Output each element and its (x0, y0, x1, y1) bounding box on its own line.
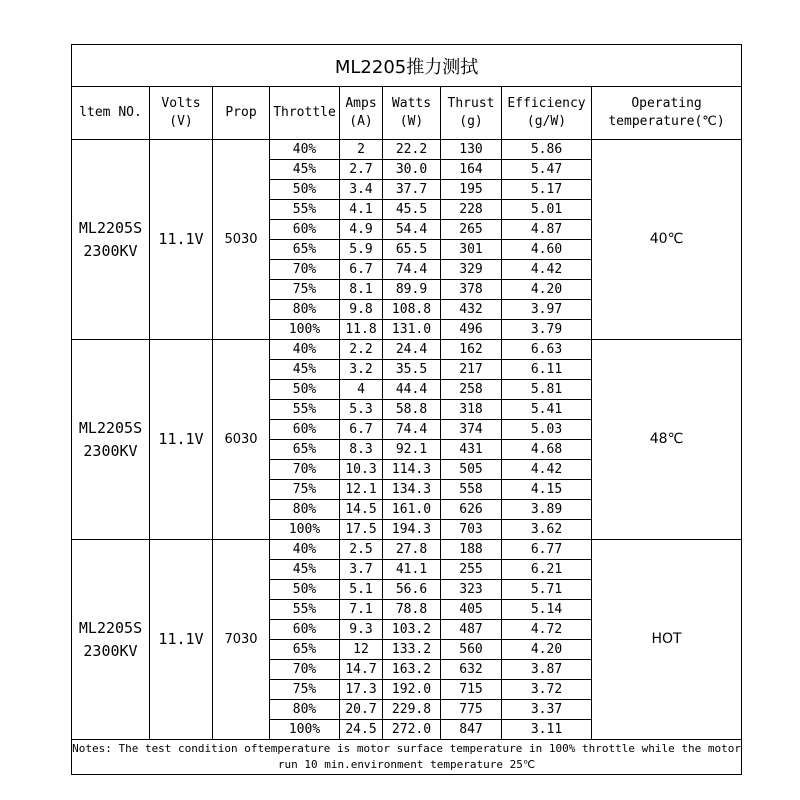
amps-cell: 8.3 (340, 440, 383, 460)
throttle-cell: 80% (270, 300, 340, 320)
efficiency-cell: 3.11 (502, 720, 592, 740)
watts-cell: 56.6 (383, 580, 441, 600)
throttle-cell: 80% (270, 500, 340, 520)
volts-cell: 11.1V (150, 340, 213, 540)
thrust-cell: 558 (441, 480, 502, 500)
watts-cell: 24.4 (383, 340, 441, 360)
amps-cell: 4.9 (340, 220, 383, 240)
thrust-cell: 217 (441, 360, 502, 380)
watts-cell: 37.7 (383, 180, 441, 200)
throttle-cell: 70% (270, 660, 340, 680)
amps-cell: 6.7 (340, 420, 383, 440)
efficiency-cell: 3.62 (502, 520, 592, 540)
watts-cell: 194.3 (383, 520, 441, 540)
amps-cell: 3.2 (340, 360, 383, 380)
thrust-cell: 329 (441, 260, 502, 280)
watts-cell: 30.0 (383, 160, 441, 180)
efficiency-cell: 4.60 (502, 240, 592, 260)
amps-cell: 9.3 (340, 620, 383, 640)
efficiency-cell: 5.41 (502, 400, 592, 420)
thrust-cell: 188 (441, 540, 502, 560)
amps-cell: 12.1 (340, 480, 383, 500)
efficiency-cell: 3.87 (502, 660, 592, 680)
thrust-cell: 432 (441, 300, 502, 320)
amps-cell: 10.3 (340, 460, 383, 480)
throttle-cell: 45% (270, 360, 340, 380)
thrust-cell: 195 (441, 180, 502, 200)
efficiency-cell: 6.21 (502, 560, 592, 580)
throttle-cell: 40% (270, 540, 340, 560)
thrust-cell: 632 (441, 660, 502, 680)
amps-cell: 5.1 (340, 580, 383, 600)
throttle-cell: 70% (270, 460, 340, 480)
thrust-cell: 775 (441, 700, 502, 720)
throttle-cell: 75% (270, 480, 340, 500)
efficiency-cell: 4.42 (502, 260, 592, 280)
thrust-cell: 130 (441, 140, 502, 160)
watts-cell: 133.2 (383, 640, 441, 660)
watts-cell: 65.5 (383, 240, 441, 260)
efficiency-cell: 5.01 (502, 200, 592, 220)
efficiency-cell: 5.17 (502, 180, 592, 200)
efficiency-cell: 3.37 (502, 700, 592, 720)
thrust-cell: 378 (441, 280, 502, 300)
prop-cell: 7030 (213, 540, 270, 740)
watts-cell: 74.4 (383, 420, 441, 440)
watts-cell: 44.4 (383, 380, 441, 400)
amps-cell: 2 (340, 140, 383, 160)
efficiency-cell: 6.77 (502, 540, 592, 560)
thrust-cell: 255 (441, 560, 502, 580)
header-watts: Watts (W) (383, 87, 441, 140)
header-amps: Amps (A) (340, 87, 383, 140)
thrust-cell: 301 (441, 240, 502, 260)
thrust-cell: 258 (441, 380, 502, 400)
efficiency-cell: 3.97 (502, 300, 592, 320)
thrust-cell: 703 (441, 520, 502, 540)
efficiency-cell: 4.72 (502, 620, 592, 640)
prop-cell: 5030 (213, 140, 270, 340)
throttle-cell: 45% (270, 560, 340, 580)
watts-cell: 35.5 (383, 360, 441, 380)
throttle-cell: 40% (270, 340, 340, 360)
watts-cell: 163.2 (383, 660, 441, 680)
thrust-cell: 626 (441, 500, 502, 520)
throttle-cell: 50% (270, 380, 340, 400)
watts-cell: 92.1 (383, 440, 441, 460)
watts-cell: 131.0 (383, 320, 441, 340)
efficiency-cell: 3.89 (502, 500, 592, 520)
efficiency-cell: 5.47 (502, 160, 592, 180)
table-row (72, 340, 742, 360)
header-throttle: Throttle (270, 87, 340, 140)
amps-cell: 5.9 (340, 240, 383, 260)
thrust-cell: 487 (441, 620, 502, 640)
efficiency-cell: 4.15 (502, 480, 592, 500)
amps-cell: 9.8 (340, 300, 383, 320)
header-volts: Volts (V) (150, 87, 213, 140)
throttle-cell: 80% (270, 700, 340, 720)
throttle-cell: 50% (270, 580, 340, 600)
thrust-cell: 162 (441, 340, 502, 360)
efficiency-cell: 4.20 (502, 640, 592, 660)
table-row (72, 540, 742, 560)
throttle-cell: 60% (270, 620, 340, 640)
thrust-cell: 505 (441, 460, 502, 480)
watts-cell: 192.0 (383, 680, 441, 700)
watts-cell: 114.3 (383, 460, 441, 480)
item-no-cell: ML2205S 2300KV (72, 340, 150, 540)
amps-cell: 3.4 (340, 180, 383, 200)
efficiency-cell: 3.72 (502, 680, 592, 700)
watts-cell: 229.8 (383, 700, 441, 720)
watts-cell: 89.9 (383, 280, 441, 300)
item-no-cell: ML2205S 2300KV (72, 540, 150, 740)
thrust-cell: 560 (441, 640, 502, 660)
efficiency-cell: 5.14 (502, 600, 592, 620)
thrust-cell: 431 (441, 440, 502, 460)
watts-cell: 74.4 (383, 260, 441, 280)
amps-cell: 12 (340, 640, 383, 660)
efficiency-cell: 5.03 (502, 420, 592, 440)
table-notes: Notes: The test condition oftemperature is motor surface temperature in 100% throttle while the motor run 10 min.environment temperature 25℃ (72, 740, 742, 775)
throttle-cell: 65% (270, 640, 340, 660)
thrust-test-table (71, 44, 742, 775)
operating-temperature-cell: HOT (592, 540, 742, 740)
amps-cell: 6.7 (340, 260, 383, 280)
thrust-cell: 405 (441, 600, 502, 620)
header-prop: Prop (213, 87, 270, 140)
watts-cell: 27.8 (383, 540, 441, 560)
amps-cell: 2.7 (340, 160, 383, 180)
efficiency-cell: 3.79 (502, 320, 592, 340)
prop-cell: 6030 (213, 340, 270, 540)
thrust-cell: 715 (441, 680, 502, 700)
watts-cell: 272.0 (383, 720, 441, 740)
watts-cell: 103.2 (383, 620, 441, 640)
header-operating-temperature: Operating temperature(℃) (592, 87, 742, 140)
throttle-cell: 60% (270, 220, 340, 240)
header-thrust: Thrust (g) (441, 87, 502, 140)
throttle-cell: 100% (270, 520, 340, 540)
thrust-cell: 265 (441, 220, 502, 240)
table-row (72, 140, 742, 160)
amps-cell: 24.5 (340, 720, 383, 740)
efficiency-cell: 6.11 (502, 360, 592, 380)
throttle-cell: 75% (270, 280, 340, 300)
amps-cell: 2.5 (340, 540, 383, 560)
thrust-cell: 228 (441, 200, 502, 220)
watts-cell: 58.8 (383, 400, 441, 420)
efficiency-cell: 5.86 (502, 140, 592, 160)
thrust-cell: 318 (441, 400, 502, 420)
throttle-cell: 100% (270, 320, 340, 340)
watts-cell: 22.2 (383, 140, 441, 160)
watts-cell: 54.4 (383, 220, 441, 240)
throttle-cell: 65% (270, 440, 340, 460)
watts-cell: 161.0 (383, 500, 441, 520)
amps-cell: 2.2 (340, 340, 383, 360)
thrust-cell: 323 (441, 580, 502, 600)
efficiency-cell: 4.42 (502, 460, 592, 480)
throttle-cell: 55% (270, 400, 340, 420)
watts-cell: 45.5 (383, 200, 441, 220)
efficiency-cell: 4.20 (502, 280, 592, 300)
watts-cell: 78.8 (383, 600, 441, 620)
amps-cell: 17.3 (340, 680, 383, 700)
throttle-cell: 55% (270, 600, 340, 620)
throttle-cell: 50% (270, 180, 340, 200)
amps-cell: 4.1 (340, 200, 383, 220)
amps-cell: 3.7 (340, 560, 383, 580)
efficiency-cell: 5.81 (502, 380, 592, 400)
watts-cell: 108.8 (383, 300, 441, 320)
watts-cell: 41.1 (383, 560, 441, 580)
throttle-cell: 40% (270, 140, 340, 160)
throttle-cell: 60% (270, 420, 340, 440)
table-title: ML2205推力测拭 (72, 45, 742, 87)
watts-cell: 134.3 (383, 480, 441, 500)
throttle-cell: 55% (270, 200, 340, 220)
throttle-cell: 70% (270, 260, 340, 280)
efficiency-cell: 6.63 (502, 340, 592, 360)
amps-cell: 14.7 (340, 660, 383, 680)
amps-cell: 5.3 (340, 400, 383, 420)
volts-cell: 11.1V (150, 140, 213, 340)
efficiency-cell: 4.87 (502, 220, 592, 240)
amps-cell: 7.1 (340, 600, 383, 620)
operating-temperature-cell: 48℃ (592, 340, 742, 540)
amps-cell: 14.5 (340, 500, 383, 520)
header-item-no: ltem NO. (72, 87, 150, 140)
amps-cell: 11.8 (340, 320, 383, 340)
throttle-cell: 75% (270, 680, 340, 700)
amps-cell: 4 (340, 380, 383, 400)
thrust-cell: 496 (441, 320, 502, 340)
header-efficiency: Efficiency (g/W) (502, 87, 592, 140)
thrust-cell: 374 (441, 420, 502, 440)
throttle-cell: 45% (270, 160, 340, 180)
throttle-cell: 100% (270, 720, 340, 740)
amps-cell: 17.5 (340, 520, 383, 540)
thrust-cell: 847 (441, 720, 502, 740)
efficiency-cell: 4.68 (502, 440, 592, 460)
thrust-cell: 164 (441, 160, 502, 180)
item-no-cell: ML2205S 2300KV (72, 140, 150, 340)
amps-cell: 20.7 (340, 700, 383, 720)
throttle-cell: 65% (270, 240, 340, 260)
volts-cell: 11.1V (150, 540, 213, 740)
operating-temperature-cell: 40℃ (592, 140, 742, 340)
efficiency-cell: 5.71 (502, 580, 592, 600)
amps-cell: 8.1 (340, 280, 383, 300)
